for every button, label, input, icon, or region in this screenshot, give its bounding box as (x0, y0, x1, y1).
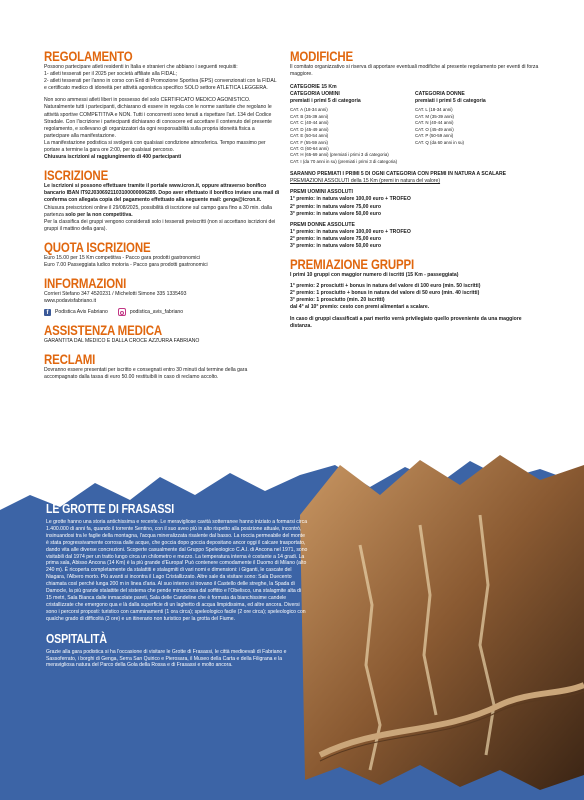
prize-line: dal 4° al 10° premio: cesto con premi alimentari a scalare. (290, 304, 430, 311)
section-title: INFORMAZIONI (44, 275, 127, 292)
category-item: CAT. Q (da 60 anni in su) (415, 139, 464, 145)
prize-line: 3° premio: in natura valore 50,00 euro (290, 242, 381, 249)
category-item: CAT. F (55-59 anni) (290, 139, 328, 145)
category-item: CAT. I (da 70 anni in su) (premiati i primi 3 di categoria) (290, 158, 398, 164)
category-item: CAT. B (35-39 anni) (290, 113, 329, 119)
section-title: RECLAMI (44, 351, 96, 368)
paragraph: Possono partecipare atleti residenti in Italia e stranieri che abbiano i seguenti requisiti: (44, 64, 238, 70)
category-item: CAT. M (35-39 anni) (415, 113, 454, 119)
paragraph: La manifestazione podistica si svolgerà con qualsiasi condizione atmosferica. Tempo massimo per portare a termine la gara ore 2:00, per qualsiasi percorso. (44, 139, 266, 154)
instagram-icon[interactable] (118, 308, 126, 316)
paragraph: GARANTITA DAL MEDICO E DALLA CROCE AZZURRA FABRIANO (44, 338, 200, 345)
instagram-label[interactable]: podistica_avis_fabriano (129, 309, 184, 316)
gruppi-intro: I primi 10 gruppi con maggior numero di iscritti (15 Km - passeggiata) (290, 272, 459, 279)
section-informazioni (44, 275, 280, 316)
premi-assoluti: PREMIAZIONI ASSOLUTI della 15 Km (premi in natura del valore) (290, 178, 441, 185)
section-title: REGOLAMENTO (44, 48, 133, 64)
section-quota (44, 239, 280, 269)
categorie-header: CATEGORIE 15 Km (290, 84, 337, 91)
categorie-uomini: CATEGORIA UOMINI premiati i primi 5 di categoria CAT. A (18-34 anni) CAT. B (35-39 anni) CAT. C (40-44 anni) CAT. D (45-49 anni) CAT. E (50-54 anni) CAT. F (55-59 anni) CAT. G (60-64 anni) (290, 91, 415, 152)
grotte-band (0, 455, 584, 800)
section-title: LE GROTTE DI FRASASSI (46, 501, 175, 516)
category-item: CAT. E (50-54 anni) (290, 133, 329, 139)
section-assistenza (44, 322, 280, 345)
section-reclami (44, 351, 280, 381)
section-iscrizione (44, 167, 280, 233)
paragraph: Dovranno essere presentati per iscritto e consegnati entro 30 minuti dal termine della gara accompagnato dalla tassa di euro 50.00 restituibili in caso di reclamo accolto. (44, 367, 248, 381)
paragraph: Non sono ammessi atleti liberi in possesso del solo CERTIFICATO MEDICO AGONISTICO. Naturalmente tutti i partecipanti, dichiarano di essere in regola con le norme sanitarie che regolano le attività sportive COMPETITIVA e NON. Tutti i concorrenti sono tenuti a rispettare l'art. 134 del Codice Stradale. Con l'iscrizione i partecipanti dichiarano di conoscere ed accettare il contenuto del presente regolamento, e sollevano gli organizzatori da ogni responsabilità sulla propria idoneità fisica a partecipare alla manifestazione. (44, 97, 272, 139)
category-item: CAT. C (40-44 anni) (290, 120, 329, 126)
category-item: CAT. A (18-34 anni) (290, 107, 328, 113)
section-categorie (290, 84, 540, 165)
section-gruppi (290, 256, 540, 330)
right-column (290, 48, 540, 336)
social-links (44, 308, 280, 316)
facebook-label[interactable]: Podistica Avis Fabriano (55, 309, 108, 316)
paragraph: Chiusura preiscrizioni online il 29/08/2025, possibilità di iscrizione sul campo gara fino a 30 min. dalla partenza solo per la non competitiva. (44, 204, 272, 218)
paragraph: Euro 15.00 per 15 Km competitiva - Pacco gara prodotti gastronomici (44, 254, 201, 261)
paragraph: In caso di gruppi classificati a pari merito verrà privilegiato quello proveniente da una maggiore distanza. (290, 315, 522, 329)
prize-line: 3° premio: in natura valore 50,00 euro (290, 210, 381, 217)
paragraph: Grazie alla gara podistica si ha l'occasione di visitare le Grotte di Frasassi, le città medioevali di Fabriano e Sassoferrato, i borghi di Genga, Serra San Quirico e Pierosara, il Museo della Carta e della Filigrana e la meravigliosa natura del Parco della Gola della Rossa e di Frasassi e molto ancora. (46, 648, 287, 669)
section-regolamento (44, 48, 280, 161)
left-column (44, 48, 280, 388)
section-premi: SARANNO PREMIATI I PRIMI 5 DI OGNI CATEGORIA CON PREMI IN NATURA A SCALARE PREMIAZIONI ASSOLUTI della 15 Km (premi in natura del valore) PREMI UOMINI ASSOLUTI 1° premio: in natura valore 100,00 euro + TROFEO 2° premio: in natura valore 75,00 euro 3° premio: in natura valore 50,00 euro PREMI DONNE ASSOLUTE 1° premio: in natura valore 100,00 euro + TROFEO 2° premio: in natura valore 75,00 euro 3° premio: in natura valore 50,00 euro (290, 171, 540, 250)
prize-line: 2° premio: in natura valore 75,00 euro (290, 203, 381, 210)
paragraph: Le grotte hanno una storia antichissima e recente. Le meravigliose cavità sotterranee hanno iniziato a formarsi circa 1.400.000 di anni fa, quando il torrente Sentino, con il suo aveo più in alto rispetto alla posizione attuale, incontrò, insinuandosi tra le faglie della montagna, l'acqua mineralizzata risalente dal basso. La roccia permeabile del monte è stata progressivamente corrosa dalle acque, che goccia dopo goccia depositano ancor oggi il calcare trasportato, dando vita alle diverse concrezioni. Scoperte casualmente dal Gruppo Speleologico C.A.I. di Ancona nel 1971, sono visitabili dal 1974 per un tratto lungo circa un chilometro e mezzo. La temperatura interna è costante a 14 gradi. La prima sala, Abisso Ancona (14 Km) è la più grande d'Europa! Può contenere comodamente il Duomo di Milano (alto 240 m). È ricoperta completamente da stalattiti e stalagmiti di vari nomi e dimensioni: i Giganti, le cascate del Niagara, l'Albero morto. Più avanti si incontra il Lago Cristallizzato. Altre sale da visitare sono: Sala Duecento chiamata così perché lunga 200 m in linea d'aria. Al suo interno si trovano il Castello delle streghe, la Spada di Damocle, la più grande stalattite del sistema che pende minacciosa dal soffitto e l'Obelisco, una stalagmite alta di 15 metri, Sala Bianca dalle inmacolate pareti, Sala delle Candeline che è formata da bianchissime candele cristallizzate che emergono qua e là dalla superficie di un laghetto di acqua limpidissima, ed altre ancora. Diversi sono i percorsi proposti: turistico con camminamenti (1 ora circa); speleologico facile (2 ore circa); speleologico con qualche grado di difficoltà (3 ore) e un itinerario non turistico per la grotta del Fiume. (46, 519, 308, 622)
category-item: CAT. D (45-49 anni) (290, 126, 329, 132)
premi-note: SARANNO PREMIATI I PRIMI 5 DI OGNI CATEGORIA CON PREMI IN NATURA A SCALARE (290, 171, 507, 178)
section-title: OSPITALITÀ (46, 630, 107, 646)
paragraph: Corrieri Stefano 347 4520231 / Michelotti Simone 335 1335493 (44, 291, 187, 298)
section-modifiche (290, 48, 540, 78)
paragraph: Le iscrizioni si possono effettuare tramite il portale www.icron.it, oppure attraverso bonifico bancario IBAN IT92J0306921103100000006289. Dopo aver effettuato il bonifico inviare una mail di conferma con allegata copia del pagamento effettuato alla seguente mail: genga@icron.it. (44, 183, 280, 204)
prize-line: 1° premio: in natura valore 100,00 euro + TROFEO (290, 196, 411, 203)
grotte-text (46, 501, 308, 669)
paragraph: Il comitato organizzativo si riserva di apportare eventuali modifiche al presente regolamento per eventi di forza maggiore. (290, 64, 539, 78)
facebook-icon[interactable]: f (44, 309, 51, 316)
category-item: CAT. H (65-69 anni) (premiati i primi 3 di categoria) (290, 152, 389, 158)
category-item: CAT. N (40-44 anni) (415, 120, 454, 126)
section-title: ISCRIZIONE (44, 167, 109, 184)
section-title: QUOTA ISCRIZIONE (44, 238, 151, 255)
paragraph: 2- atleti tesserati per l'anno in corso con Enti di Promozione Sportiva (EPS) convenzionati con la FIDAL e certificato medico di idoneità per attività agonistica specifico SOLO settore ATLETICA LEGGERA. (44, 78, 277, 92)
categorie-donne: CATEGORIA DONNE premiati i primi 5 di categoria CAT. L (18-34 anni) CAT. M (35-39 anni) CAT. N (40-44 anni) CAT. O (45-49 anni) CAT. P (50-59 anni) CAT. Q (da 60 anni in su) (415, 91, 540, 152)
paragraph: Euro 7.00 Passeggiata ludico motoria - Pacco gara prodotti gastronomici (44, 261, 208, 268)
prize-line: 1° premio: 2 prosciutti + bonus in natura del valore di 100 euro (min. 50 iscritti) (290, 283, 481, 290)
prize-line: 1° premio: in natura valore 100,00 euro + TROFEO (290, 228, 411, 235)
prize-line: 2° premio: 1 prosciutto + bonus in natura del valore di 50 euro (min. 40 iscritti) (290, 290, 480, 297)
paragraph: 1- atleti tesserati per il 2025 per società affiliate alla FIDAL; (44, 71, 177, 78)
website-link[interactable]: www.podavisfabriano.it (44, 298, 97, 305)
category-item: CAT. P (50-59 anni) (415, 133, 454, 139)
category-item: CAT. G (60-64 anni) (290, 145, 329, 151)
paragraph: Per la classifica dei gruppi vengono considerati solo i tesserati preiscritti (non si accettano iscrizioni dei gruppi il mattino della gara). (44, 218, 276, 232)
section-title: ASSISTENZA MEDICA (44, 322, 162, 339)
prize-line: 3° premio: 1 prosciutto (min. 20 iscritti) (290, 297, 385, 304)
paragraph: Chiusura iscrizioni al raggiungimento di 400 partecipanti (44, 154, 182, 161)
prize-line: 2° premio: in natura valore 75,00 euro (290, 235, 381, 242)
section-title: MODIFICHE (290, 48, 353, 64)
section-title: PREMIAZIONE GRUPPI (290, 256, 414, 273)
category-item: CAT. L (18-34 anni) (415, 107, 453, 113)
category-item: CAT. O (45-49 anni) (415, 126, 454, 132)
